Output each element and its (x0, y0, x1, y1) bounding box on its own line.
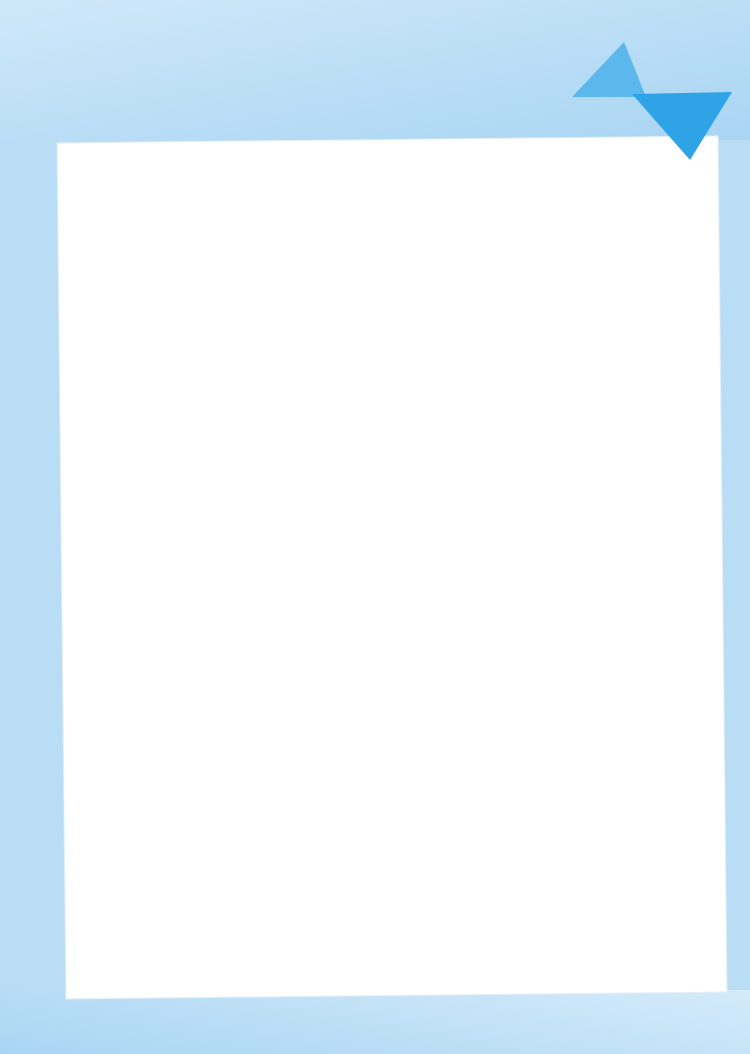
contents-header (572, 42, 732, 162)
background-stripe-bottom (0, 990, 750, 1054)
page-paper (58, 137, 727, 999)
